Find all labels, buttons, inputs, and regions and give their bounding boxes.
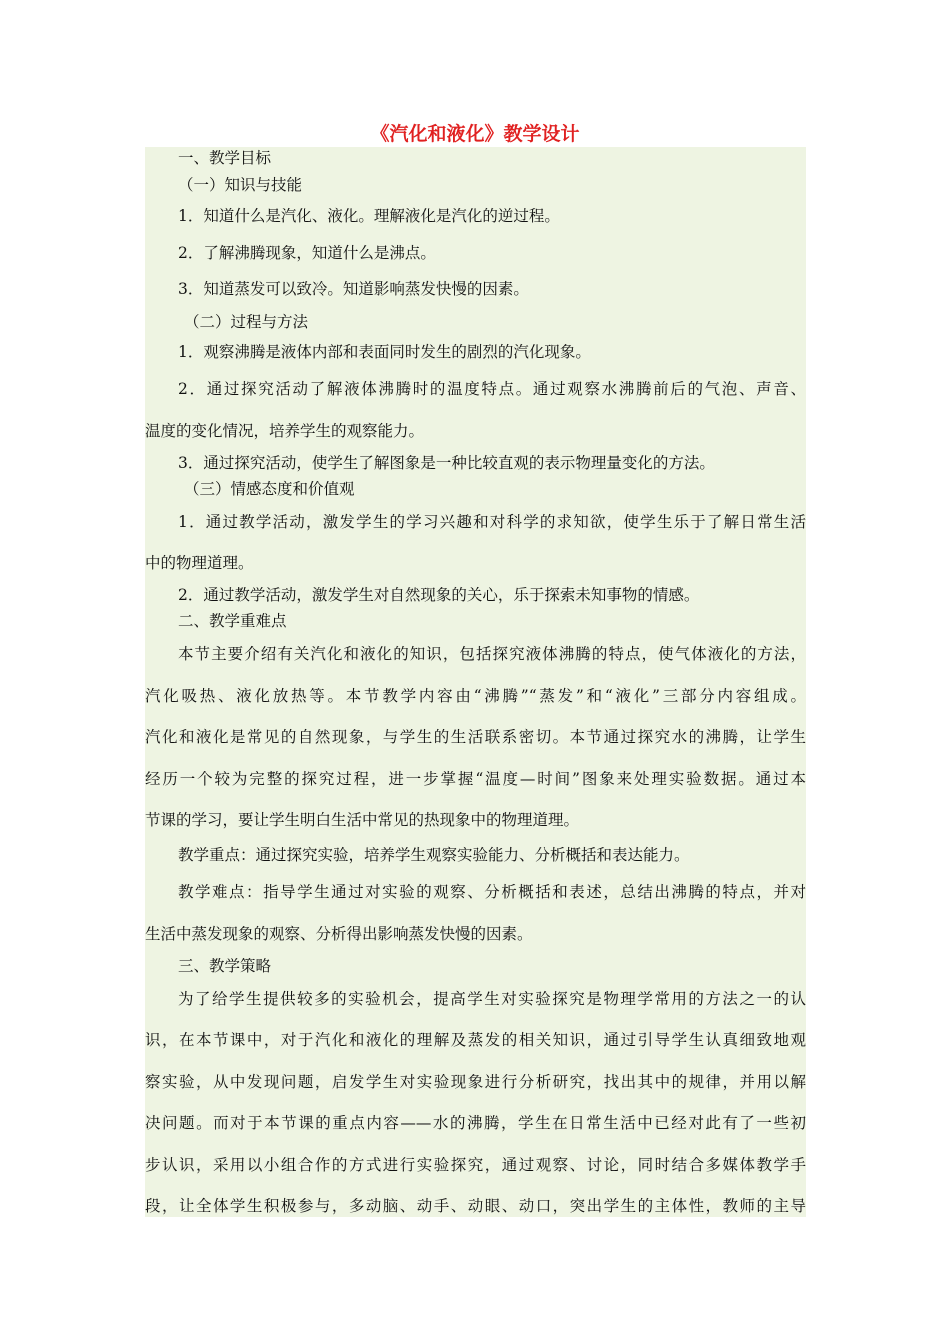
- paragraph-line: 决问题。而对于本节课的重点内容——水的沸腾，学生在日常生活中已经对此有了一些初: [145, 1114, 806, 1132]
- document-title: 《汽化和液化》教学设计: [370, 123, 580, 145]
- subsection-heading: （一）知识与技能: [178, 176, 303, 194]
- paragraph-line: 2．通过教学活动，激发学生对自然现象的关心，乐于探索未知事物的情感。: [178, 586, 700, 604]
- paragraph-line: 温度的变化情况，培养学生的观察能力。: [145, 422, 425, 440]
- paragraph-line: 段，让全体学生积极参与，多动脑、动手、动眼、动口，突出学生的主体性，教师的主导: [145, 1197, 806, 1215]
- document-body: [145, 147, 806, 1217]
- subsection-heading: （二）过程与方法: [184, 313, 309, 331]
- paragraph-line: 3．知道蒸发可以致冷。知道影响蒸发快慢的因素。: [178, 280, 529, 298]
- paragraph-line: 生活中蒸发现象的观察、分析得出影响蒸发快慢的因素。: [145, 925, 533, 943]
- section-heading: 二、教学重难点: [178, 612, 287, 630]
- paragraph-line: 1．通过教学活动，激发学生的学习兴趣和对科学的求知欲，使学生乐于了解日常生活: [178, 513, 806, 531]
- paragraph-line: 步认识，采用以小组合作的方式进行实验探究，通过观察、讨论，同时结合多媒体教学手: [145, 1156, 806, 1174]
- paragraph-line: 识，在本节课中，对于汽化和液化的理解及蒸发的相关知识，通过引导学生认真细致地观: [145, 1031, 806, 1049]
- paragraph-line: 教学重点：通过探究实验，培养学生观察实验能力、分析概括和表达能力。: [178, 846, 690, 864]
- subsection-heading: （三）情感态度和价值观: [184, 480, 355, 498]
- paragraph-line: 中的物理道理。: [145, 554, 254, 572]
- section-heading: 三、教学策略: [178, 957, 272, 975]
- paragraph-line: 经历一个较为完整的探究过程，进一步掌握“温度—时间”图象来处理实验数据。通过本: [145, 770, 806, 788]
- paragraph-line: 节课的学习，要让学生明白生活中常见的热现象中的物理道理。: [145, 811, 580, 829]
- paragraph-line: 1．观察沸腾是液体内部和表面同时发生的剧烈的汽化现象。: [178, 343, 591, 361]
- paragraph-line: 2．通过探究活动了解液体沸腾时的温度特点。通过观察水沸腾前后的气泡、声音、: [178, 380, 806, 398]
- paragraph-line: 汽化和液化是常见的自然现象，与学生的生活联系密切。本节通过探究水的沸腾，让学生: [145, 728, 806, 746]
- paragraph-line: 为了给学生提供较多的实验机会，提高学生对实验探究是物理学常用的方法之一的认: [178, 990, 806, 1008]
- paragraph-line: 察实验，从中发现问题，启发学生对实验现象进行分析研究，找出其中的规律，并用以解: [145, 1073, 806, 1091]
- paragraph-line: 3．通过探究活动，使学生了解图象是一种比较直观的表示物理量变化的方法。: [178, 454, 715, 472]
- paragraph-line: 1．知道什么是汽化、液化。理解液化是汽化的逆过程。: [178, 207, 560, 225]
- paragraph-line: 教学难点：指导学生通过对实验的观察、分析概括和表述，总结出沸腾的特点，并对: [178, 883, 806, 901]
- paragraph-line: 本节主要介绍有关汽化和液化的知识，包括探究液体沸腾的特点，使气体液化的方法，: [178, 645, 806, 663]
- section-heading: 一、教学目标: [178, 149, 272, 167]
- paragraph-line: 汽化吸热、液化放热等。本节教学内容由“沸腾”“蒸发”和“液化”三部分内容组成。: [145, 687, 806, 705]
- paragraph-line: 2．了解沸腾现象，知道什么是沸点。: [178, 244, 436, 262]
